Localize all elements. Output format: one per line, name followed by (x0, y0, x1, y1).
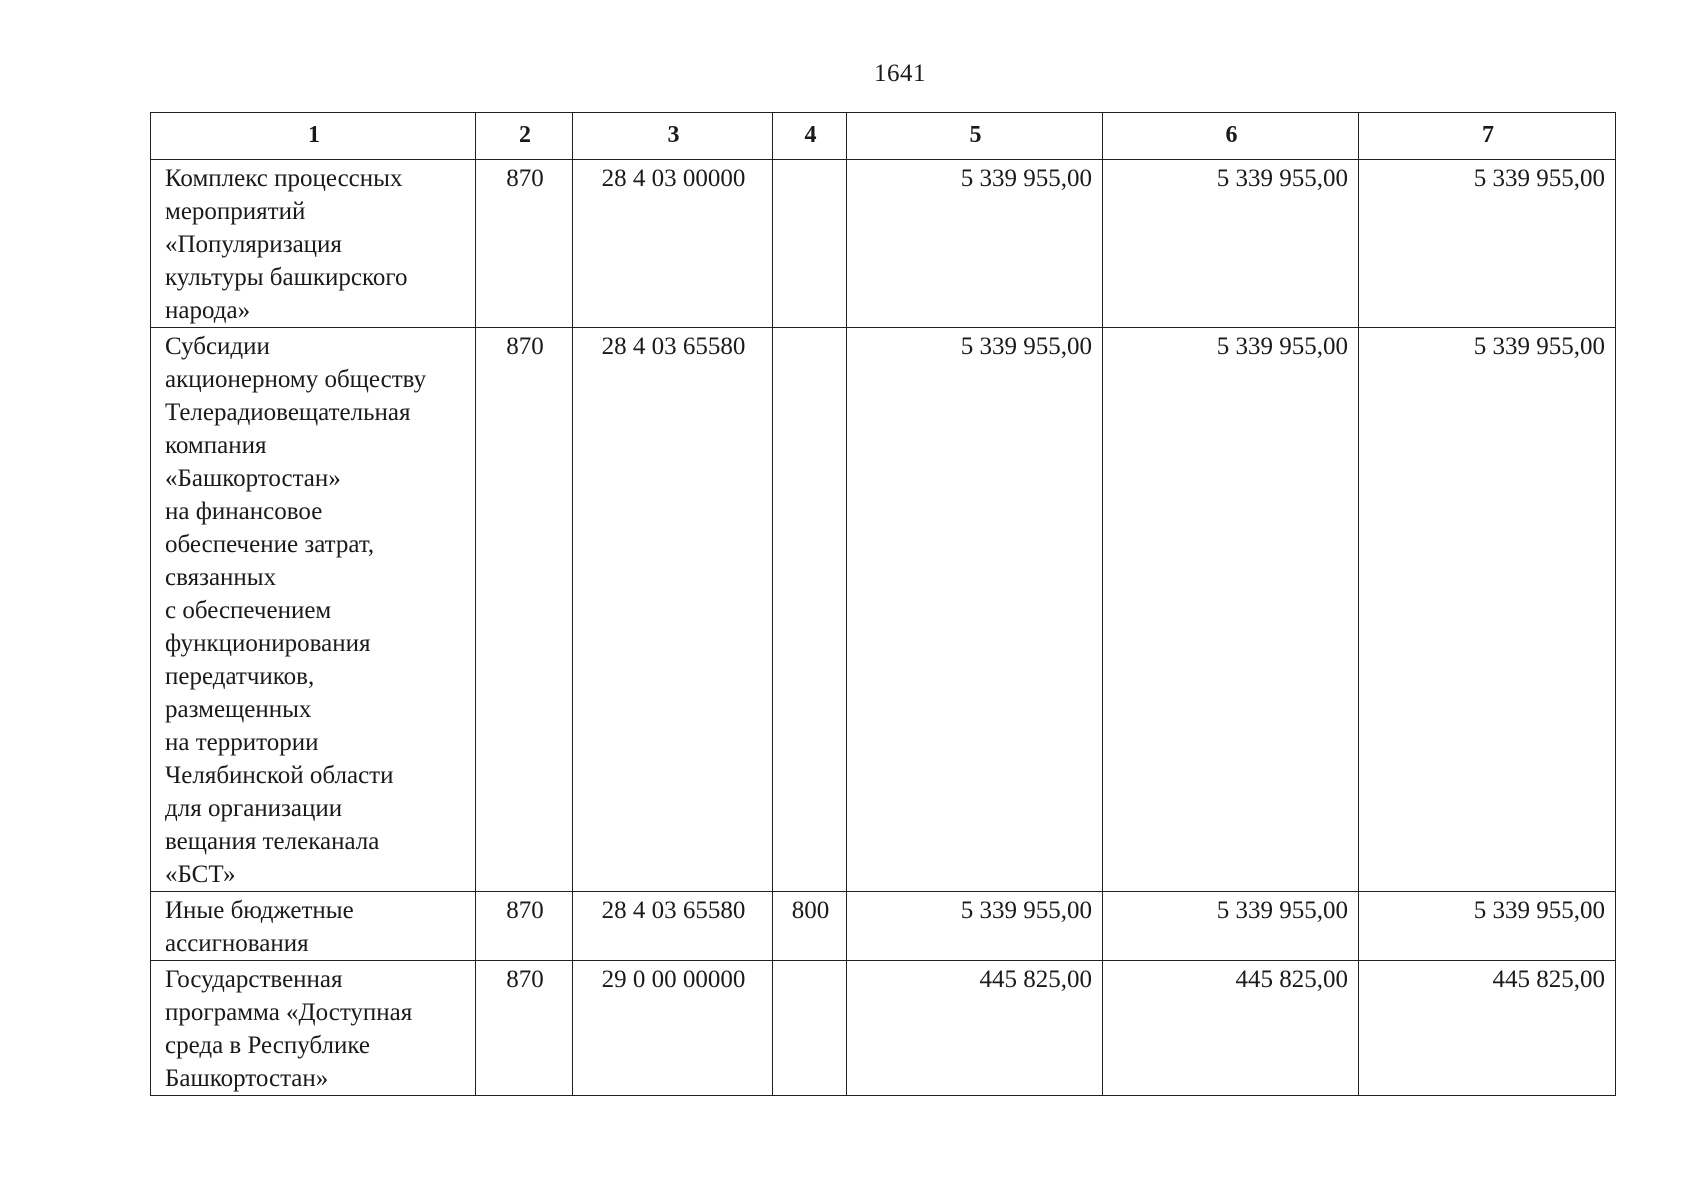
expense-type-cell (773, 961, 847, 1096)
name-line: на финансовое (165, 498, 323, 525)
table-row (151, 961, 1616, 1096)
amount-col6-cell: 5 339 955,00 (1103, 892, 1359, 961)
name-line: среда в Республике (165, 1032, 370, 1059)
grbs-cell: 870 (476, 328, 573, 892)
column-header-6: 6 (1103, 113, 1359, 160)
name-line: вещания телеканала (165, 828, 380, 855)
amount-col7-cell: 445 825,00 (1359, 961, 1616, 1096)
name-line: народа» (165, 297, 251, 324)
budget-table (150, 112, 1616, 1096)
column-header-5: 5 (847, 113, 1103, 160)
name-line: компания (165, 432, 267, 459)
column-header-3: 3 (573, 113, 773, 160)
name-line: ассигнования (165, 930, 309, 957)
row-name-cell (151, 892, 476, 961)
column-header-2: 2 (476, 113, 573, 160)
amount-col5-cell: 5 339 955,00 (847, 160, 1103, 328)
amount-col5-cell: 445 825,00 (847, 961, 1103, 1096)
name-line: «Башкортостан» (165, 465, 341, 492)
table-row (151, 892, 1616, 961)
target-article-cell: 29 0 00 00000 (573, 961, 773, 1096)
name-line: программа «Доступная (165, 999, 413, 1026)
expense-type-cell: 800 (773, 892, 847, 961)
name-line: Челябинской области (165, 762, 394, 789)
table-row (151, 160, 1616, 328)
name-line: передатчиков, (165, 663, 315, 690)
page-number: 1641 (874, 60, 926, 87)
name-line: обеспечение затрат, (165, 531, 375, 558)
amount-col6-cell: 5 339 955,00 (1103, 160, 1359, 328)
target-article-cell: 28 4 03 65580 (573, 328, 773, 892)
name-line: связанных (165, 564, 277, 591)
name-line: Комплекс процессных (165, 165, 403, 192)
amount-col7-cell: 5 339 955,00 (1359, 328, 1616, 892)
amount-col7-cell: 5 339 955,00 (1359, 160, 1616, 328)
column-header-1: 1 (151, 113, 476, 160)
amount-col6-cell: 5 339 955,00 (1103, 328, 1359, 892)
grbs-cell: 870 (476, 892, 573, 961)
column-header-4: 4 (773, 113, 847, 160)
row-name-cell (151, 961, 476, 1096)
amount-col5-cell: 5 339 955,00 (847, 892, 1103, 961)
table-row (151, 328, 1616, 892)
name-line: «Популяризация (165, 231, 342, 258)
name-line: Башкортостан» (165, 1065, 329, 1092)
column-header-7: 7 (1359, 113, 1616, 160)
target-article-cell: 28 4 03 00000 (573, 160, 773, 328)
expense-type-cell (773, 328, 847, 892)
name-line: для организации (165, 795, 343, 822)
target-article-cell: 28 4 03 65580 (573, 892, 773, 961)
row-name-cell (151, 328, 476, 892)
name-line: «БСТ» (165, 861, 236, 888)
name-line: на территории (165, 729, 319, 756)
name-line: размещенных (165, 696, 312, 723)
name-line: с обеспечением (165, 597, 332, 624)
grbs-cell: 870 (476, 160, 573, 328)
name-line: Телерадиовещательная (165, 399, 411, 426)
row-name-cell (151, 160, 476, 328)
name-line: Субсидии (165, 333, 270, 360)
grbs-cell: 870 (476, 961, 573, 1096)
amount-col7-cell: 5 339 955,00 (1359, 892, 1616, 961)
name-line: мероприятий (165, 198, 306, 225)
name-line: культуры башкирского (165, 264, 408, 291)
amount-col6-cell: 445 825,00 (1103, 961, 1359, 1096)
name-line: функционирования (165, 630, 371, 657)
expense-type-cell (773, 160, 847, 328)
name-line: Иные бюджетные (165, 897, 354, 924)
header-row (151, 113, 1616, 160)
name-line: акционерному обществу (165, 366, 427, 393)
name-line: Государственная (165, 966, 343, 993)
amount-col5-cell: 5 339 955,00 (847, 328, 1103, 892)
